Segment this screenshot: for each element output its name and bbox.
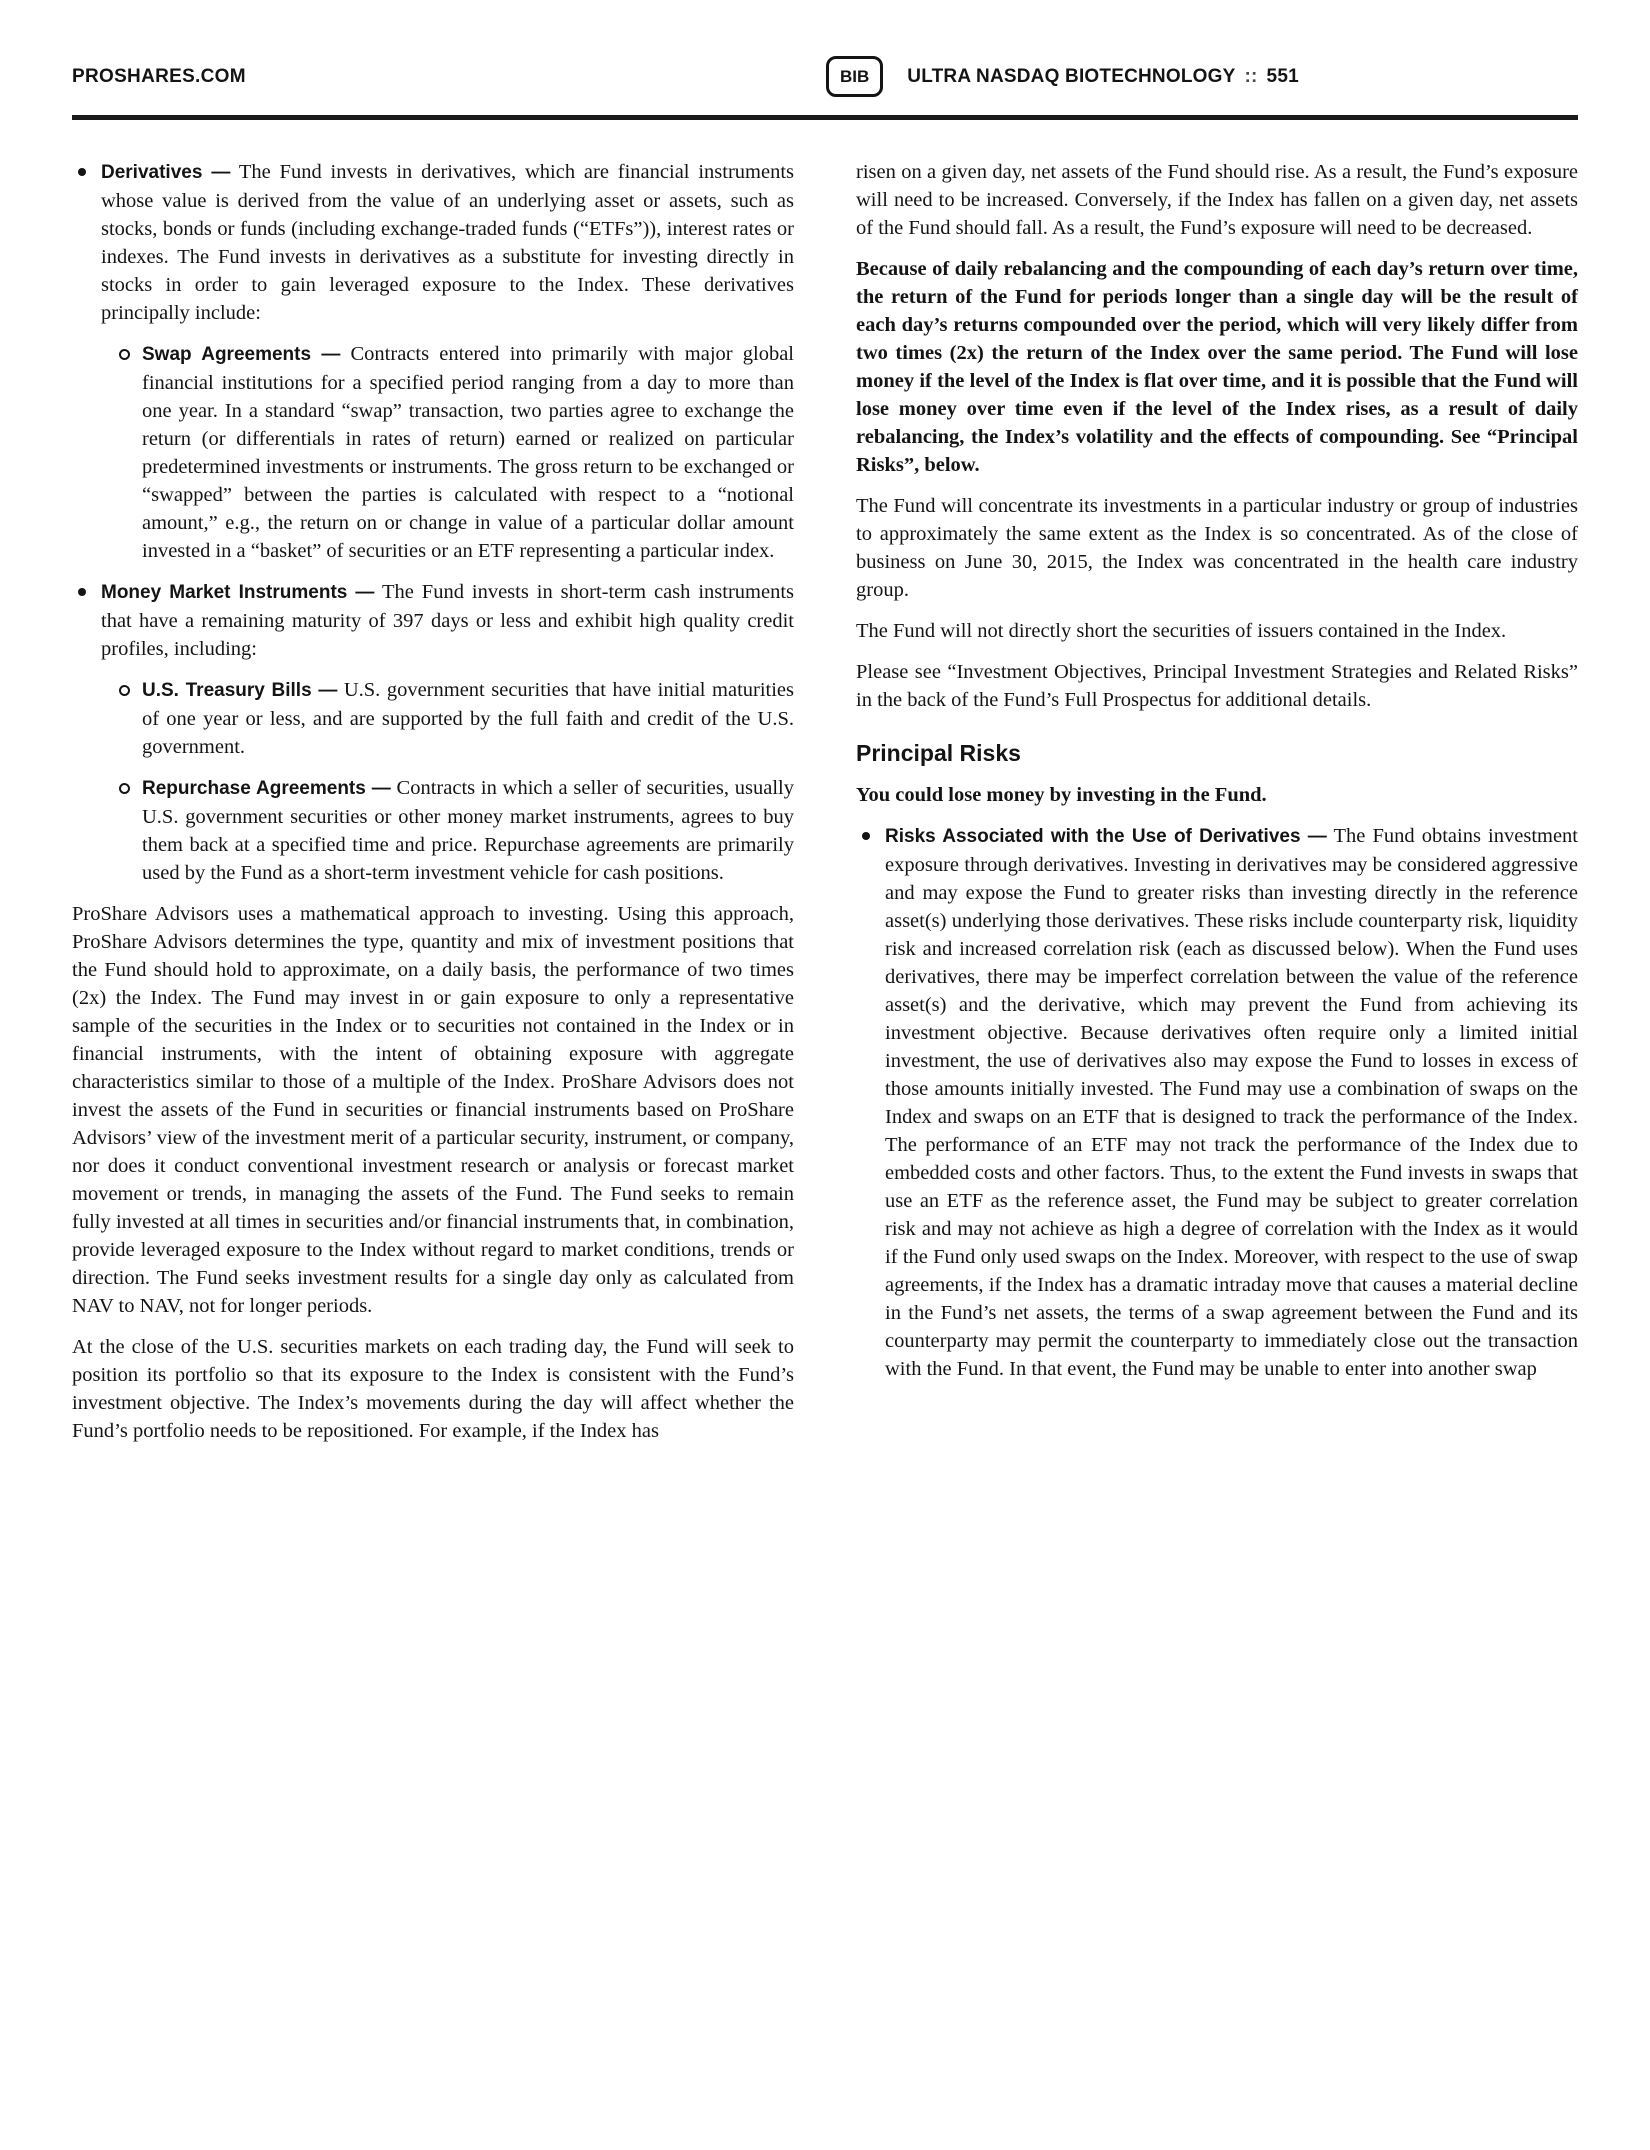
list-item-text [142, 774, 794, 887]
paragraph-close-of-markets: At the close of the U.S. securities markets on each trading day, the Fund will seek to position its portfolio so that its exposure to the Index is consistent with the Fund’s investment objective. The Index’s movements during the day will affect whether the Fund’s portfolio needs to be repositioned. For example, if the Index has [72, 1336, 794, 1442]
section-heading-principal-risks: Principal Risks [856, 740, 1021, 766]
site-name: PROSHARES.COM [72, 65, 246, 87]
list-item-treasury-bills [113, 676, 794, 761]
list-item-money-market [72, 578, 794, 663]
title-separator: :: [1244, 65, 1258, 87]
list-item-term: U.S. Treasury Bills — [142, 680, 338, 701]
filled-bullet-icon [862, 832, 870, 840]
list-item-risks-derivatives [856, 822, 1578, 1383]
open-bullet-icon [119, 685, 130, 696]
list-item-derivatives [72, 158, 794, 327]
paragraph-daily-rebalancing-warning: Because of daily rebalancing and the compounding of each day’s return over time, the return of the Fund for periods longer than a single day will be the result of each day’s returns compounded over the period, which will very likely differ from two times (2x) the return of the Index over the same period. The Fund will lose money if the level of the Index is flat over time, and it is possible that the Fund will lose money over time even if the level of the Index rises, as a result of daily rebalancing, the Index’s volatility and the effects of compounding. See “Principal Risks”, below. [856, 258, 1578, 476]
open-bullet-icon [119, 783, 130, 794]
fund-title: ULTRA NASDAQ BIOTECHNOLOGY [907, 65, 1236, 87]
list-item-term: Risks Associated with the Use of Derivatives — [885, 826, 1327, 847]
list-item-text [101, 578, 794, 663]
list-item-term: Money Market Instruments — [101, 582, 375, 603]
filled-bullet-icon [78, 168, 86, 176]
left-column [72, 158, 794, 1458]
list-item-body: The Fund invests in derivatives, which are financial instruments whose value is derived from the value of an underlying asset or assets, such as stocks, bonds or funds (including exchange-traded funds (“ETFs”)), interest rates or indexes. The Fund invests in derivatives as a substitute for investing directly in stocks in order to gain leveraged exposure to the Index. These derivatives principally include: [101, 161, 794, 324]
list-item-body: Contracts in which a seller of securities, usually U.S. government securities or other money market instruments, agrees to buy them back at a specified time and price. Repurchase agreements are primarily used by the Fund as a short-term investment vehicle for cash positions. [142, 777, 794, 884]
list-item-body: The Fund invests in short-term cash instruments that have a remaining maturity of 397 days or less and exhibit high quality credit profiles, including: [101, 581, 795, 660]
open-bullet-icon [119, 349, 130, 360]
paragraph-continuation: risen on a given day, net assets of the Fund should rise. As a result, the Fund’s exposure will need to be increased. Conversely, if the Index has fallen on a given day, net assets of the Fund should fall. As a result, the Fund’s exposure will need to be decreased. [856, 161, 1578, 239]
paragraph-mathematical-approach: ProShare Advisors uses a mathematical approach to investing. Using this approach, ProShare Advisors determines the type, quantity and mix of investment positions that the Fund should hold to approximate, on a daily basis, the performance of two times (2x) the Index. The Fund may invest in or gain exposure to only a representative sample of the securities in the Index or to securities not contained in the Index or in financial instruments, with the intent of obtaining exposure with aggregate characteristics similar to those of a multiple of the Index. ProShare Advisors does not invest the assets of the Fund in securities or financial instruments based on ProShare Advisors’ view of the investment merit of a particular security, instrument, or company, nor does it conduct conventional investment research or analysis or forecast market movement or trends, in managing the assets of the Fund. The Fund seeks to remain fully invested at all times in securities and/or financial instruments that, in combination, provide leveraged exposure to the Index without regard to market conditions, trends or direction. The Fund seeks investment results for a single day only as calculated from NAV to NAV, not for longer periods. [72, 903, 794, 1317]
list-item-term: Repurchase Agreements — [142, 778, 391, 799]
page-header [72, 56, 1578, 97]
list-item-body: The Fund obtains investment exposure through derivatives. Investing in derivatives may be considered aggressive and may expose the Fund to greater risks than investing directly in the reference asset(s) underlying those derivatives. These risks include counterparty risk, liquidity risk and increased correlation risk (each as discussed below). When the Fund uses derivatives, there may be imperfect correlation between the value of the reference asset(s) and the derivative, which may prevent the Fund from achieving its investment objective. Because derivatives often require only a limited initial investment, the use of derivatives also may expose the Fund to losses in excess of those amounts initially invested. The Fund may use a combination of swaps on the Index and swaps on an ETF that is designed to track the performance of the Index. The performance of an ETF may not track the performance of the Index due to embedded costs and other factors. Thus, to the extent the Fund invests in swaps that use an ETF as the reference asset, the Fund may be subject to greater correlation risk and may not achieve as high a degree of correlation with the Index as it would if the Fund only used swaps on the Index. Moreover, with respect to the use of swap agreements, if the Index has a dramatic intraday move that causes a material decline in the Fund’s net assets, the terms of a swap agreement between the Fund and its counterparty may permit the counterparty to immediately close out the transaction with the Fund. In that event, the Fund may be unable to enter into another swap [885, 825, 1578, 1380]
two-column-body [72, 158, 1578, 1458]
list-item-swap-agreements [113, 340, 794, 565]
list-item-text [101, 158, 794, 327]
list-item-text [142, 340, 794, 565]
fund-title-group [907, 66, 1299, 88]
header-rule [72, 115, 1578, 120]
ticker-badge: BIB [826, 56, 883, 97]
right-column [856, 158, 1578, 1458]
list-item-body: Contracts entered into primarily with major global financial institutions for a specified period ranging from a day to more than one year. In a standard “swap” transaction, two parties agree to exchange the return (or differentials in rates of return) earned or realized on particular predetermined investments or instruments. The gross return to be exchanged or “swapped” between the parties is calculated with respect to a “notional amount,” e.g., the return on or change in value of a particular dollar amount invested in a “basket” of securities or an ETF representing a particular index. [142, 343, 794, 562]
list-item-body: U.S. government securities that have initial maturities of one year or less, and are supported by the full faith and credit of the U.S. government. [142, 679, 795, 758]
header-right-group [826, 56, 1578, 97]
list-item-text [885, 822, 1578, 1383]
list-item-term: Swap Agreements — [142, 344, 341, 365]
list-item-term: Derivatives — [101, 162, 231, 183]
paragraph-please-see: Please see “Investment Objectives, Principal Investment Strategies and Related Risks” in the back of the Fund’s Full Prospectus for additional details. [856, 661, 1578, 711]
list-item-repurchase-agreements [113, 774, 794, 887]
paragraph-concentration: The Fund will concentrate its investments in a particular industry or group of industries to approximately the same extent as the Index is so concentrated. As of the close of business on June 30, 2015, the Index was concentrated in the health care industry group. [856, 495, 1578, 601]
paragraph-no-shorting: The Fund will not directly short the securities of issuers contained in the Index. [856, 620, 1507, 642]
list-item-text [142, 676, 794, 761]
page-number: 551 [1266, 65, 1299, 87]
paragraph-lose-money-lead: You could lose money by investing in the Fund. [856, 784, 1267, 806]
filled-bullet-icon [78, 588, 86, 596]
